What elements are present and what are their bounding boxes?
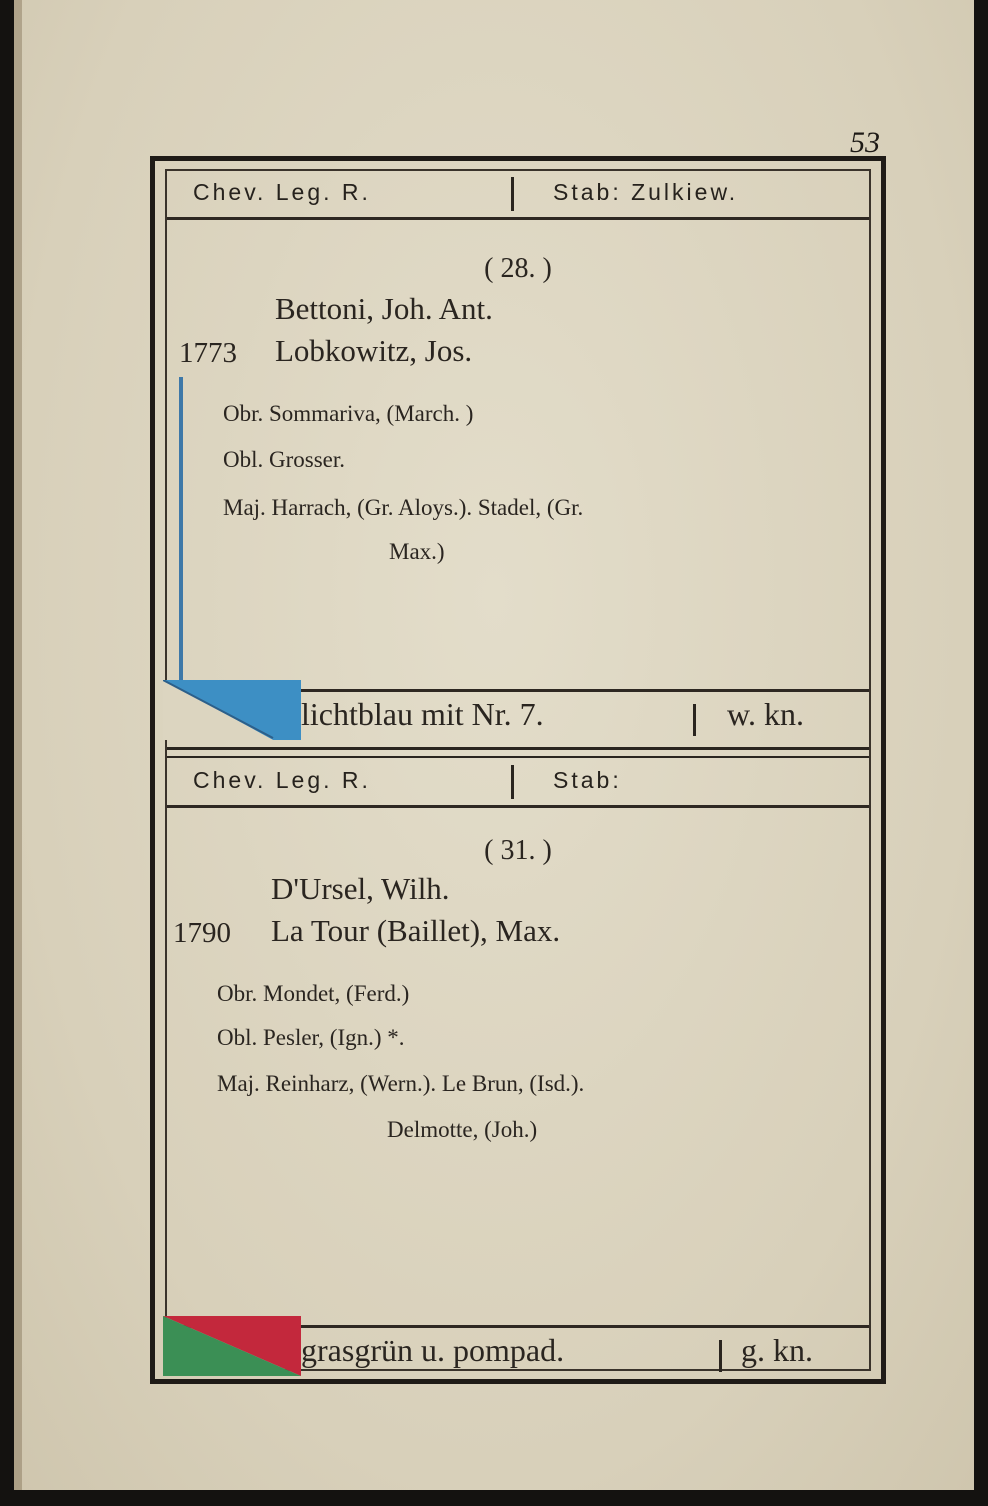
major-line-continued: Delmotte, (Joh.) xyxy=(387,1117,538,1142)
regiment-table-inner xyxy=(165,169,871,1371)
button-color-text: g. kn. xyxy=(741,1332,813,1368)
section-footer xyxy=(167,1325,869,1382)
lieutenant-colonel-line: Obl. Grosser. xyxy=(223,447,346,472)
regiment-number: ( 28. ) xyxy=(484,253,552,284)
facing-color-text: lichtblau mit Nr. 7. xyxy=(301,696,544,732)
section-header xyxy=(167,171,869,220)
section-footer xyxy=(167,689,869,746)
colonel-line: Obr. Mondet, (Ferd.) xyxy=(217,981,410,1006)
year: 1790 xyxy=(173,917,231,949)
second-owner-name: La Tour (Baillet), Max. xyxy=(271,913,561,948)
blue-margin-line xyxy=(179,377,183,707)
facing-color-text: grasgrün u. pompad. xyxy=(301,1332,565,1368)
facing-color-swatch xyxy=(163,680,301,740)
second-owner-name: Lobkowitz, Jos. xyxy=(275,333,473,368)
staff-location: Stab: Zulkiew. xyxy=(553,179,739,205)
button-color-text: w. kn. xyxy=(727,696,805,732)
header-separator xyxy=(511,765,514,799)
lieutenant-colonel-line: Obl. Pesler, (Ign.) *. xyxy=(217,1025,405,1050)
regiment-table-frame xyxy=(150,156,886,1384)
major-line: Maj. Harrach, (Gr. Aloys.). Stadel, (Gr. xyxy=(223,495,584,520)
facing-color-swatch xyxy=(163,1316,301,1376)
owner-name: Bettoni, Joh. Ant. xyxy=(275,291,493,326)
header-separator xyxy=(511,177,514,211)
staff-location: Stab: xyxy=(553,767,622,793)
major-line: Maj. Reinharz, (Wern.). Le Brun, (Isd.). xyxy=(217,1071,585,1096)
owner-name: D'Ursel, Wilh. xyxy=(271,871,450,906)
page-number: 53 xyxy=(850,126,880,159)
footer-separator xyxy=(693,704,696,736)
major-line-continued: Max.) xyxy=(389,539,445,564)
regiment-number: ( 31. ) xyxy=(484,835,552,866)
regiment-type: Chev. Leg. R. xyxy=(193,767,371,793)
regiment-section-31 xyxy=(167,759,869,1379)
book-page xyxy=(14,0,974,1490)
page-spine-shadow xyxy=(14,0,22,1490)
section-divider xyxy=(167,747,869,758)
section-header xyxy=(167,759,869,808)
footer-separator xyxy=(719,1340,722,1372)
year: 1773 xyxy=(179,337,237,369)
colonel-line: Obr. Sommariva, (March. ) xyxy=(223,401,474,426)
regiment-type: Chev. Leg. R. xyxy=(193,179,371,205)
regiment-section-28 xyxy=(167,171,869,741)
